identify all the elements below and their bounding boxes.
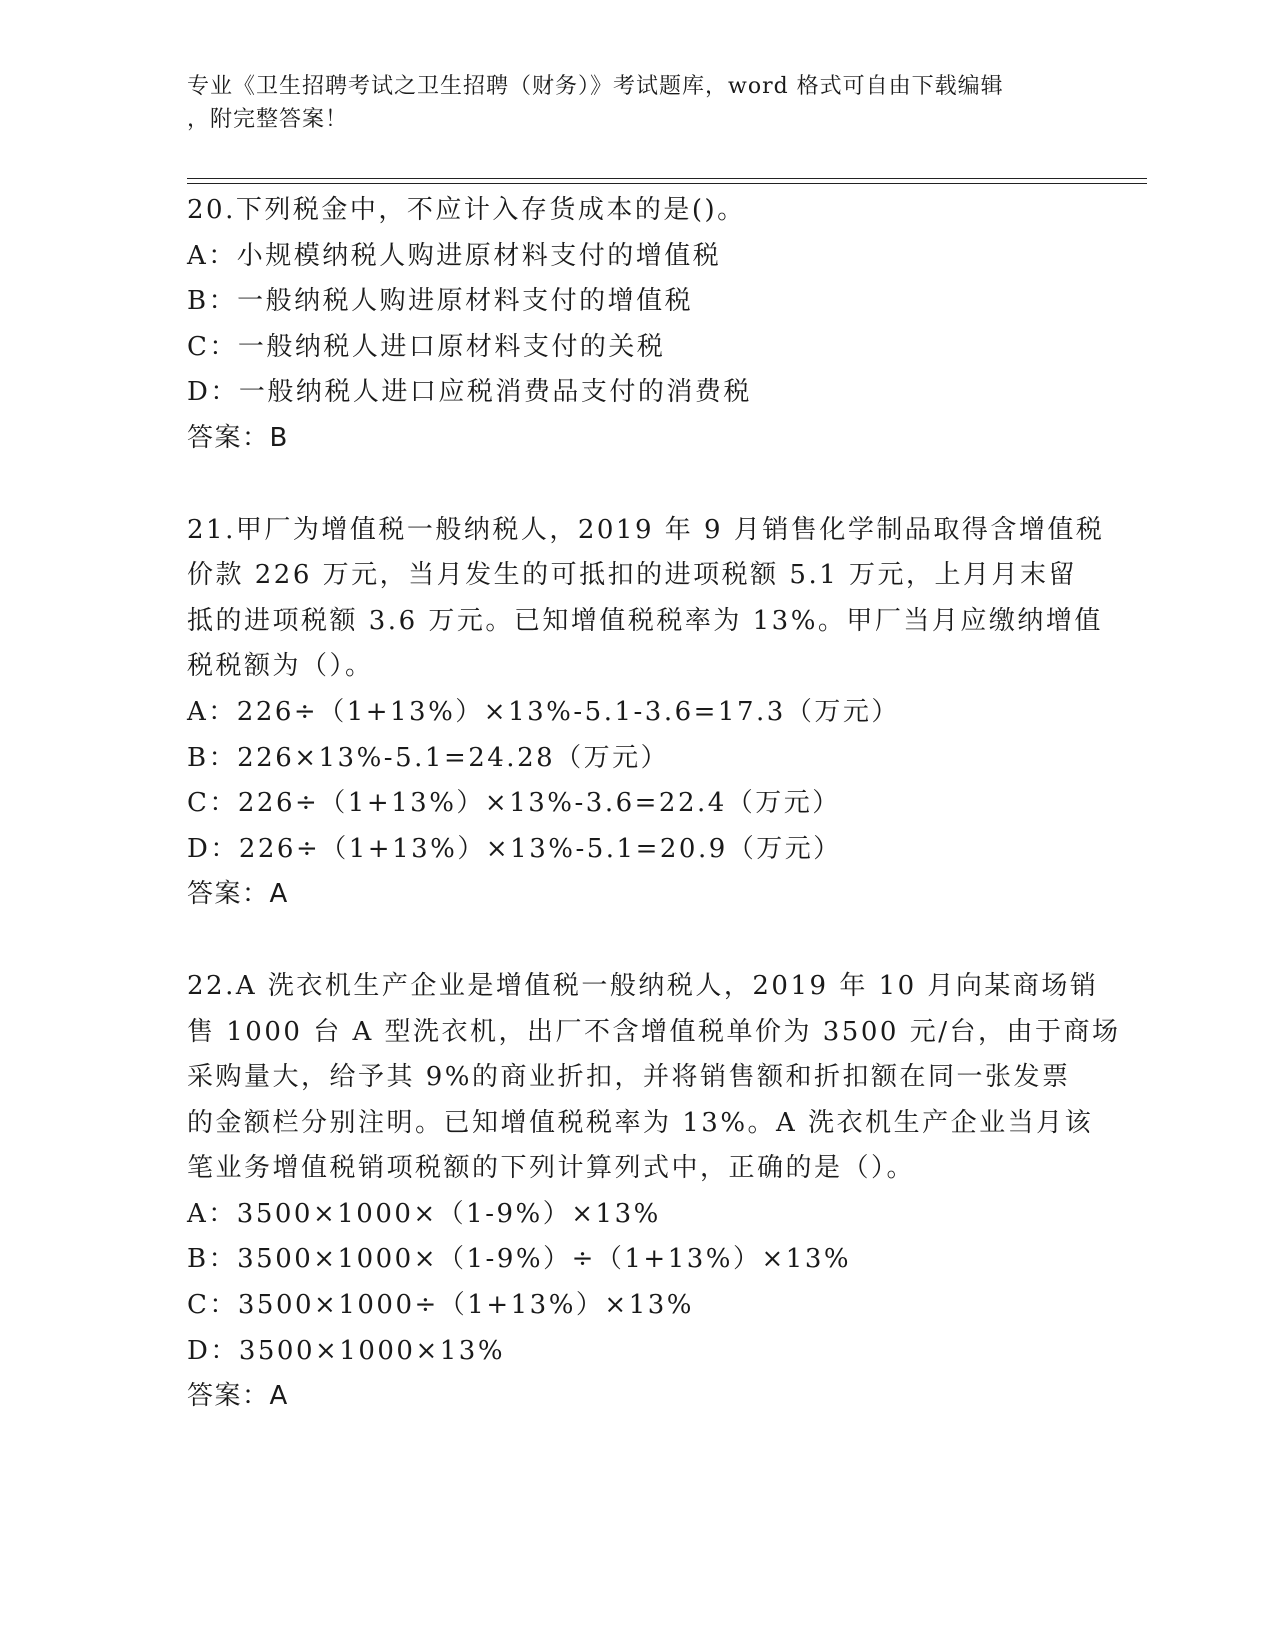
question-spacer: [187, 918, 1087, 964]
answer-line: 答案：A: [187, 879, 289, 910]
question-stem-line: 的金额栏分别注明。已知增值税税率为 13%。A 洗衣机生产企业当月该: [187, 1107, 1094, 1138]
question-stem-line: 售 1000 台 A 型洗衣机，出厂不含增值税单价为 3500 元/台，由于商场: [187, 1016, 1121, 1047]
question-stem-line: 笔业务增值税销项税额的下列计算列式中，正确的是（）。: [187, 1153, 916, 1184]
option-b: B：一般纳税人购进原材料支付的增值税: [187, 286, 694, 317]
answer-line: 答案：B: [187, 422, 289, 453]
question-stem-line: 22.A 洗衣机生产企业是增值税一般纳税人，2019 年 10 月向某商场销: [187, 970, 1099, 1001]
document-header: [187, 70, 1087, 136]
option-c: C：226÷（1+13%）×13%-3.6=22.4（万元）: [187, 788, 841, 819]
option-a: A：3500×1000×（1-9%）×13%: [187, 1198, 661, 1229]
option-b: B：3500×1000×（1-9%）÷（1+13%）×13%: [187, 1244, 852, 1275]
option-c: C：3500×1000÷（1+13%）×13%: [187, 1290, 694, 1321]
question-list: [187, 188, 1121, 1420]
option-d: D：一般纳税人进口应税消费品支付的消费税: [187, 377, 752, 408]
answer-line: 答案：A: [187, 1381, 289, 1412]
header-line-1: 专业《卫生招聘考试之卫生招聘（财务）》考试题库，word 格式可自由下载编辑: [187, 74, 1004, 99]
question-stem-line: 20.下列税金中，不应计入存货成本的是()。: [187, 195, 746, 225]
header-line-2: ，附完整答案！: [187, 107, 349, 132]
header-double-rule: [187, 178, 1147, 184]
option-d: D：3500×1000×13%: [187, 1335, 506, 1366]
question-stem-line: 税税额为（）。: [187, 651, 374, 682]
question-20: [187, 188, 1087, 462]
question-stem-line: 价款 226 万元，当月发生的可抵扣的进项税额 5.1 万元，上月月末留: [187, 560, 1078, 591]
option-a: A：226÷（1+13%）×13%-5.1-3.6=17.3（万元）: [187, 696, 900, 727]
option-c: C：一般纳税人进口原材料支付的关税: [187, 331, 666, 362]
question-22: [187, 964, 1121, 1420]
option-b: B：226×13%-5.1=24.28（万元）: [187, 742, 670, 773]
option-d: D：226÷（1+13%）×13%-5.1=20.9（万元）: [187, 833, 842, 864]
question-spacer: [187, 462, 1087, 508]
question-21: [187, 508, 1105, 918]
option-a: A：小规模纳税人购进原材料支付的增值税: [187, 240, 722, 271]
question-stem-line: 21.甲厂为增值税一般纳税人，2019 年 9 月销售化学制品取得含增值税: [187, 514, 1105, 545]
question-stem-line: 采购量大，给予其 9%的商业折扣，并将销售额和折扣额在同一张发票: [187, 1062, 1071, 1093]
question-stem-line: 抵的进项税额 3.6 万元。已知增值税税率为 13%。甲厂当月应缴纳增值: [187, 605, 1103, 636]
